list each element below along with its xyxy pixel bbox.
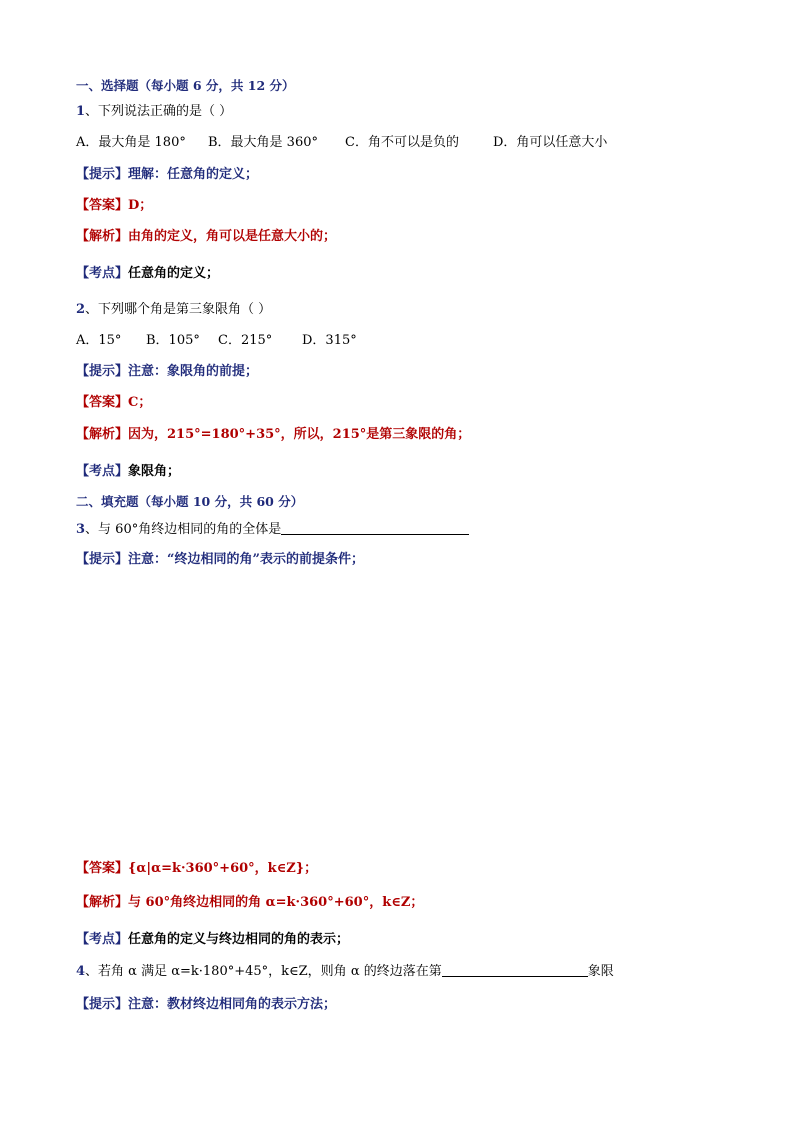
analysis-tag: 【解析】	[76, 895, 129, 910]
analysis-tag: 【解析】	[76, 229, 129, 244]
hint-text: 注意：“终边相同的角”表示的前提条件；	[128, 552, 364, 567]
hint-text: 理解：任意角的定义；	[128, 167, 259, 182]
answer-text: D；	[128, 198, 153, 213]
point-tag: 【考点】	[76, 464, 129, 479]
answer-blank	[281, 520, 469, 535]
point-tag: 【考点】	[76, 932, 129, 947]
hint-text: 注意：象限角的前提；	[128, 364, 259, 379]
option-c: C．215°	[218, 333, 273, 348]
question-4-stem	[76, 962, 614, 980]
question-number: 3	[76, 522, 86, 537]
answer-text: C；	[128, 395, 152, 410]
question-text: 、若角 α 满足 α=k·180°+45°，k∈Z，则角 α 的终边落在第	[85, 964, 442, 979]
question-4-hint	[76, 997, 336, 1013]
point-text: 任意角的定义；	[128, 266, 220, 281]
hint-text: 注意：教材终边相同角的表示方法；	[128, 997, 337, 1012]
analysis-text: 由角的定义，角可以是任意大小的；	[128, 229, 337, 244]
option-d: D．315°	[302, 333, 357, 348]
point-text: 象限角；	[128, 464, 181, 479]
answer-text: {α|α=k·360°+60°，k∈Z}；	[128, 861, 318, 876]
question-2-stem	[76, 302, 271, 318]
question-1-analysis	[76, 229, 336, 245]
question-3-stem	[76, 520, 469, 538]
answer-blank	[442, 962, 588, 977]
question-number: 4	[76, 964, 86, 979]
question-text: 、下列说法正确的是（ ）	[85, 104, 233, 119]
question-2-hint	[76, 364, 258, 380]
hint-tag: 【提示】	[76, 997, 129, 1012]
question-1-answer	[76, 198, 152, 214]
hint-tag: 【提示】	[76, 364, 129, 379]
question-3-answer	[76, 861, 317, 877]
hint-tag: 【提示】	[76, 167, 129, 182]
section-title-choice: 一、选择题（每小题 6 分，共 12 分）	[76, 78, 295, 93]
question-number: 2	[76, 302, 86, 317]
question-2-point	[76, 464, 180, 480]
question-2-analysis	[76, 427, 470, 443]
option-c: C．角不可以是负的	[345, 135, 459, 150]
question-2-options	[76, 333, 357, 349]
question-1-point	[76, 266, 219, 282]
question-number: 1	[76, 104, 86, 119]
answer-tag: 【答案】	[76, 395, 129, 410]
question-2-answer	[76, 395, 151, 411]
question-1-options	[76, 135, 607, 151]
question-text: 、下列哪个角是第三象限角（ ）	[85, 302, 272, 317]
analysis-text: 因为，215°=180°+35°，所以，215°是第三象限的角；	[128, 427, 471, 442]
question-1-stem	[76, 104, 232, 120]
option-d: D．角可以任意大小	[493, 135, 608, 150]
analysis-tag: 【解析】	[76, 427, 129, 442]
section-title-fill: 二、填充题（每小题 10 分，共 60 分）	[76, 494, 304, 509]
question-text-tail: 象限	[587, 964, 614, 979]
question-text: 、与 60°角终边相同的角的全体是	[85, 522, 282, 537]
question-3-hint	[76, 552, 364, 568]
hint-tag: 【提示】	[76, 552, 129, 567]
question-3-analysis	[76, 895, 423, 911]
option-b: B．105°	[146, 333, 200, 348]
option-b: B．最大角是 360°	[208, 135, 318, 150]
answer-tag: 【答案】	[76, 861, 129, 876]
point-tag: 【考点】	[76, 266, 129, 281]
question-3-point	[76, 932, 349, 948]
question-1-hint	[76, 167, 258, 183]
answer-tag: 【答案】	[76, 198, 129, 213]
option-a: A．最大角是 180°	[76, 135, 186, 150]
point-text: 任意角的定义与终边相同的角的表示；	[128, 932, 350, 947]
option-a: A．15°	[76, 333, 122, 348]
analysis-text: 与 60°角终边相同的角 α=k·360°+60°，k∈Z；	[128, 895, 424, 910]
